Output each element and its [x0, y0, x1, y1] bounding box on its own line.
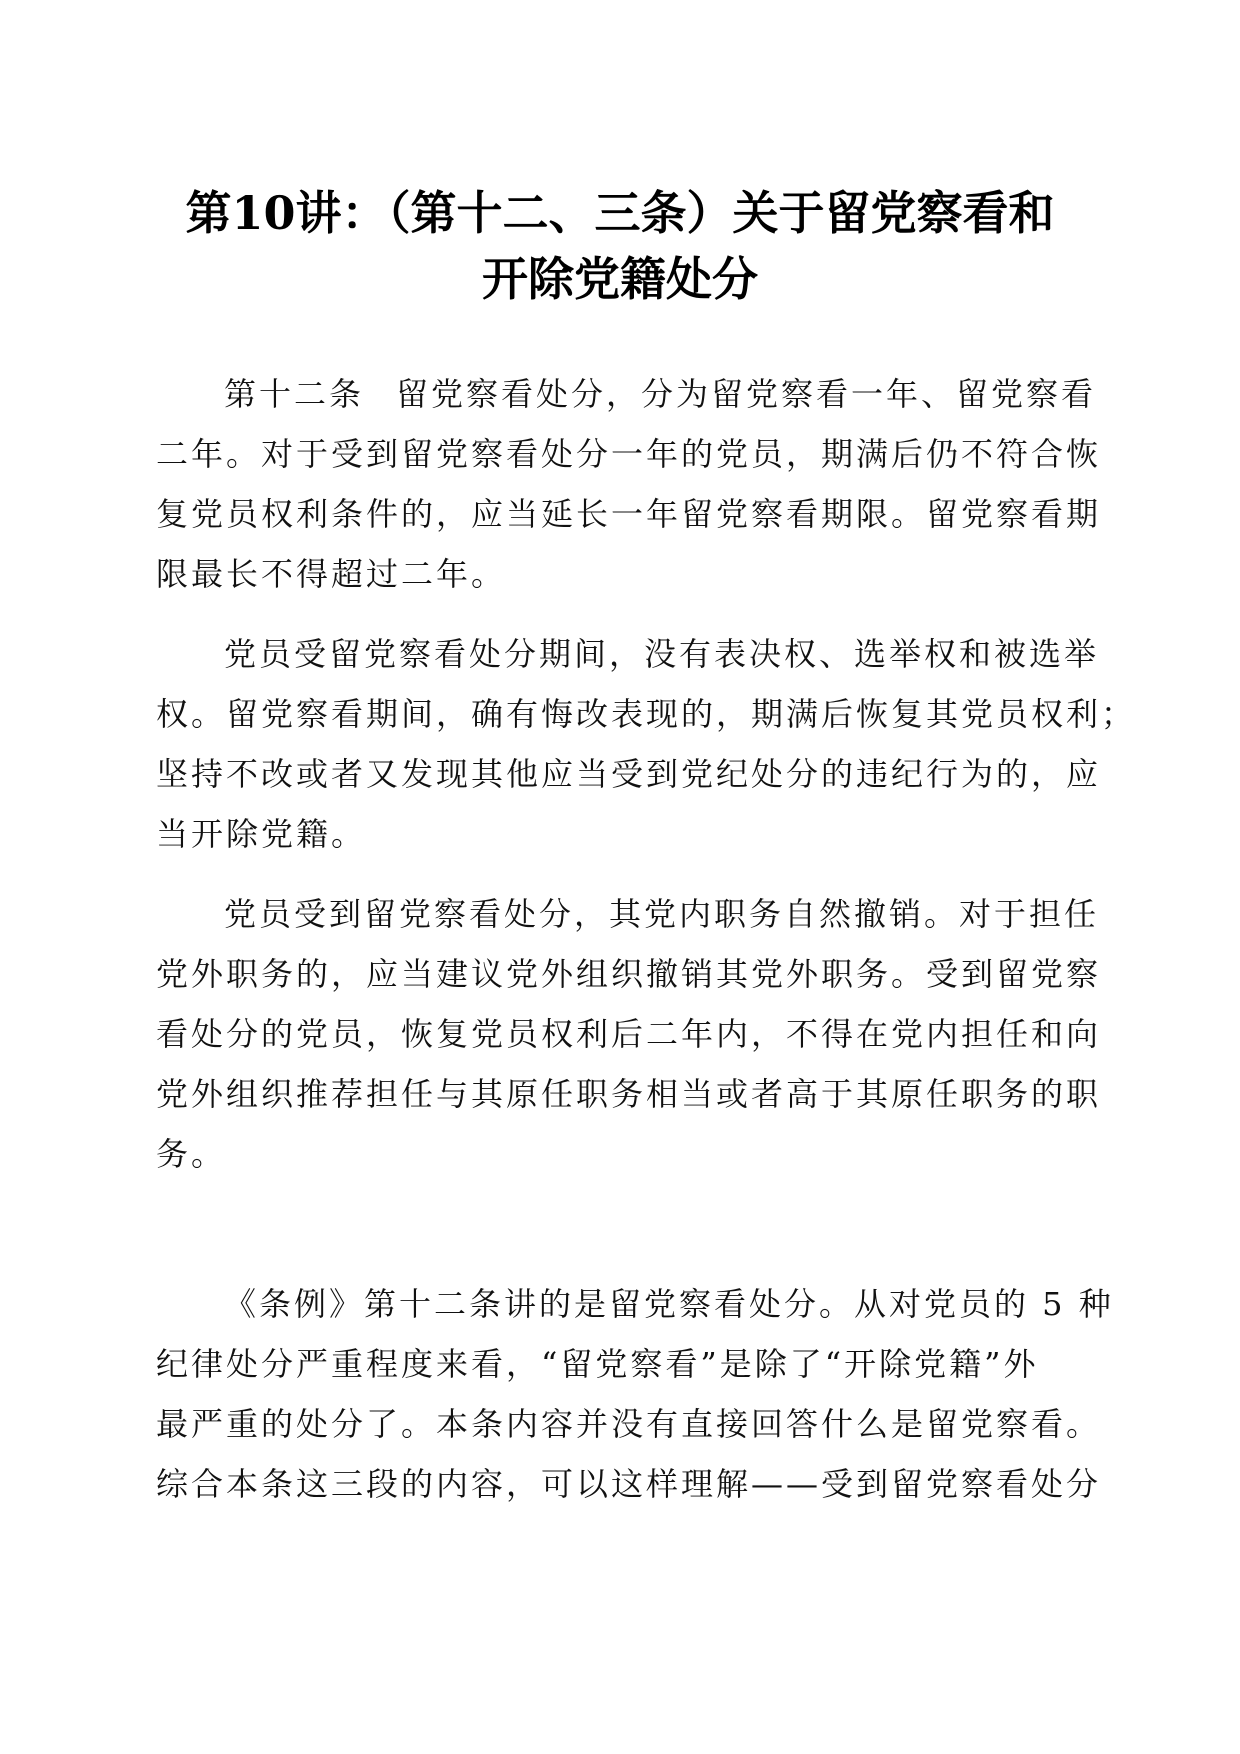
article-line-1 [224, 373, 1154, 415]
commentary-line-2: 纪律处分严重程度来看，“留党察看”是除了“开除党籍”外 [156, 1345, 1039, 1383]
page-title-line-1: 第10讲：（第十二、三条）关于留党察看和 [185, 186, 1055, 240]
article-line-5: 党员受留党察看处分期间，没有表决权、选举权和被选举 [224, 635, 1100, 673]
article-line-6: 权。留党察看期间，确有悔改表现的，期满后恢复其党员权利； [156, 695, 1137, 733]
article-line-1-text: 留党察看处分，分为留党察看一年、留党察看 [396, 375, 1097, 413]
article-line-9: 党员受到留党察看处分，其党内职务自然撤销。对于担任 [224, 895, 1100, 933]
article-line-8: 当开除党籍。 [156, 815, 367, 853]
article-line-12: 党外组织推荐担任与其原任职务相当或者高于其原任职务的职 [156, 1075, 1102, 1113]
article-line-10: 党外职务的，应当建议党外组织撤销其党外职务。受到留党察 [156, 955, 1102, 993]
commentary-line-3: 最严重的处分了。本条内容并没有直接回答什么是留党察看。 [156, 1405, 1102, 1443]
commentary-line-1: 《条例》第十二条讲的是留党察看处分。从对党员的 5 种 [224, 1285, 1114, 1323]
commentary-line-4: 综合本条这三段的内容，可以这样理解——受到留党察看处分 [156, 1465, 1102, 1503]
article-line-3: 复党员权利条件的，应当延长一年留党察看期限。留党察看期 [156, 495, 1102, 533]
article-line-11: 看处分的党员，恢复党员权利后二年内，不得在党内担任和向 [156, 1015, 1102, 1053]
article-line-2: 二年。对于受到留党察看处分一年的党员，期满后仍不符合恢 [156, 435, 1102, 473]
article-line-7: 坚持不改或者又发现其他应当受到党纪处分的违纪行为的，应 [156, 755, 1102, 793]
page-title-line-2: 开除党籍处分 [482, 252, 758, 306]
article-label: 第十二条 [224, 375, 365, 413]
article-line-13: 务。 [156, 1135, 227, 1173]
article-line-4: 限最长不得超过二年。 [156, 555, 507, 593]
